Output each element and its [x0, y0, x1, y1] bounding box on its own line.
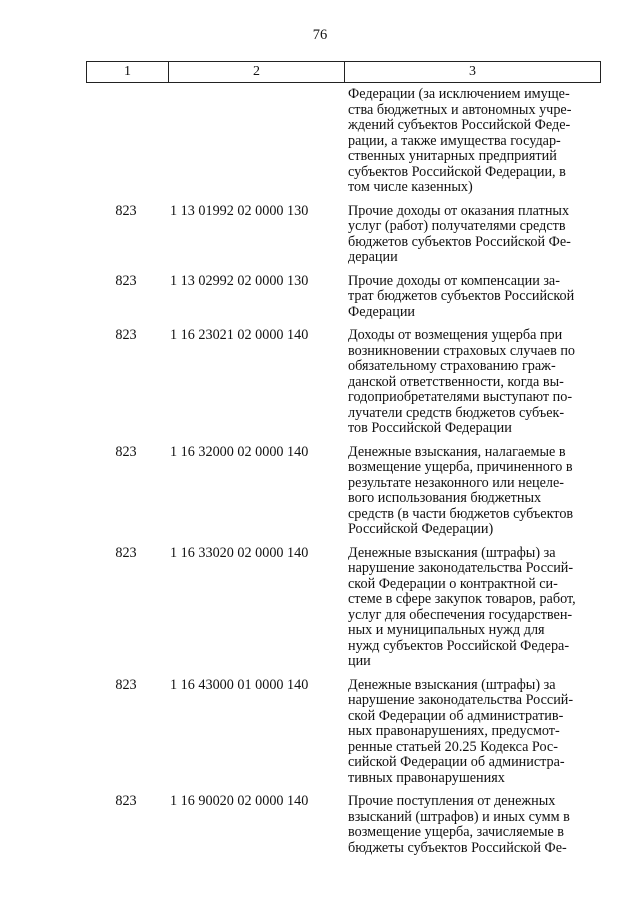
description-cell [348, 328, 596, 437]
description-line: нарушение законодательства Россий- [348, 560, 574, 576]
description-line: взысканий (штрафов) и иных сумм в [348, 808, 570, 825]
description-line: ных правонарушениях, предусмот- [348, 723, 560, 739]
header-col-3: 3 [345, 62, 601, 83]
description-cell [348, 204, 596, 266]
table-row [0, 204, 640, 266]
description-line: услуг (работ) получателями средств [348, 218, 566, 234]
budget-code-cell: 1 13 02992 02 0000 130 [170, 272, 309, 289]
budget-code-cell: 1 13 01992 02 0000 130 [170, 202, 309, 219]
description-line: ждений субъектов Российской Феде- [348, 117, 571, 133]
description-line: Денежные взыскания (штрафы) за [348, 544, 556, 561]
description-line: обязательному страхованию граж- [348, 358, 556, 374]
description-line: вого использования бюджетных [348, 490, 542, 506]
description-line: Федерации [348, 303, 416, 320]
admin-code-cell: 823 [115, 272, 137, 289]
description-line: возмещение ущерба, причиненного в [348, 459, 573, 475]
admin-code-cell: 823 [115, 443, 137, 460]
description-line: Федерации (за исключением имуще- [348, 86, 570, 102]
header-col-2: 2 [169, 62, 345, 83]
table-row [0, 328, 640, 437]
description-line: Российской Федерации) [348, 521, 494, 537]
description-line: ции [348, 653, 371, 669]
budget-code-cell: 1 16 32000 02 0000 140 [170, 443, 309, 460]
description-line: возникновении страховых случаев по [348, 342, 576, 359]
table-row [0, 274, 640, 321]
description-line: ственных унитарных предприятий [348, 148, 557, 164]
table-row [0, 445, 640, 538]
description-cell [348, 678, 596, 787]
budget-code-cell: 1 16 33020 02 0000 140 [170, 544, 309, 561]
description-line: Денежные взыскания (штрафы) за [348, 676, 556, 693]
page-number: 76 [312, 27, 328, 43]
description-cell [348, 87, 596, 196]
table-header [86, 61, 601, 83]
description-line: ской Федерации об административ- [348, 707, 564, 724]
table-body [0, 87, 640, 864]
description-line: Прочие доходы от оказания платных [348, 202, 570, 219]
description-line: ренные статьей 20.25 Кодекса Рос- [348, 738, 558, 755]
admin-code-cell: 823 [115, 202, 137, 219]
description-line: лучатели средств бюджетов субъек- [348, 404, 565, 421]
table-row [0, 546, 640, 670]
table-row [0, 678, 640, 787]
description-line: нужд субъектов Российской Федера- [348, 637, 570, 654]
description-line: бюджеты субъектов Российской Фе- [348, 839, 567, 856]
description-line: дерации [348, 249, 398, 265]
description-cell [348, 794, 596, 856]
description-line: средств (в части бюджетов субъектов [348, 505, 574, 522]
description-line: данской ответственности, когда вы- [348, 373, 564, 390]
budget-code-cell: 1 16 90020 02 0000 140 [170, 793, 309, 809]
description-line: стеме в сфере закупок товаров, работ, [348, 591, 576, 607]
description-line: Доходы от возмещения ущерба при [348, 327, 563, 343]
description-line: ных и муниципальных нужд для [348, 622, 545, 638]
description-line: услуг для обеспечения государствен- [348, 606, 573, 623]
description-line: бюджетов субъектов Российской Фе- [348, 233, 571, 250]
description-line: сийской Федерации об администра- [348, 754, 565, 770]
description-line: нарушение законодательства Россий- [348, 692, 574, 708]
header-col-1: 1 [87, 62, 169, 83]
description-line: тов Российской Федерации [348, 420, 512, 436]
description-line: том числе казенных) [348, 179, 473, 195]
table-row [0, 794, 640, 856]
description-cell [348, 274, 596, 321]
description-line: ской Федерации о контрактной си- [348, 575, 558, 592]
description-line: Прочие доходы от компенсации за- [348, 272, 560, 289]
admin-code-cell: 823 [115, 327, 137, 343]
admin-code-cell: 823 [115, 544, 137, 561]
header-row [87, 62, 601, 83]
description-line: субъектов Российской Федерации, в [348, 163, 566, 180]
description-line: трат бюджетов субъектов Российской [348, 288, 575, 304]
description-line: рации, а также имущества государ- [348, 132, 561, 149]
description-line: Денежные взыскания, налагаемые в [348, 443, 566, 460]
description-line: Прочие поступления от денежных [348, 793, 556, 809]
description-cell [348, 445, 596, 538]
admin-code-cell: 823 [115, 793, 137, 809]
description-line: возмещение ущерба, зачисляемые в [348, 824, 564, 840]
budget-code-cell: 1 16 23021 02 0000 140 [170, 327, 309, 343]
description-line: результате незаконного или нецеле- [348, 474, 565, 491]
admin-code-cell: 823 [115, 676, 137, 693]
description-line: тивных правонарушениях [348, 769, 505, 786]
description-cell [348, 546, 596, 670]
description-line: годоприобретателями выступают по- [348, 389, 573, 405]
description-line: ства бюджетных и автономных учре- [348, 101, 572, 118]
table-row [0, 87, 640, 196]
budget-code-cell: 1 16 43000 01 0000 140 [170, 676, 309, 693]
